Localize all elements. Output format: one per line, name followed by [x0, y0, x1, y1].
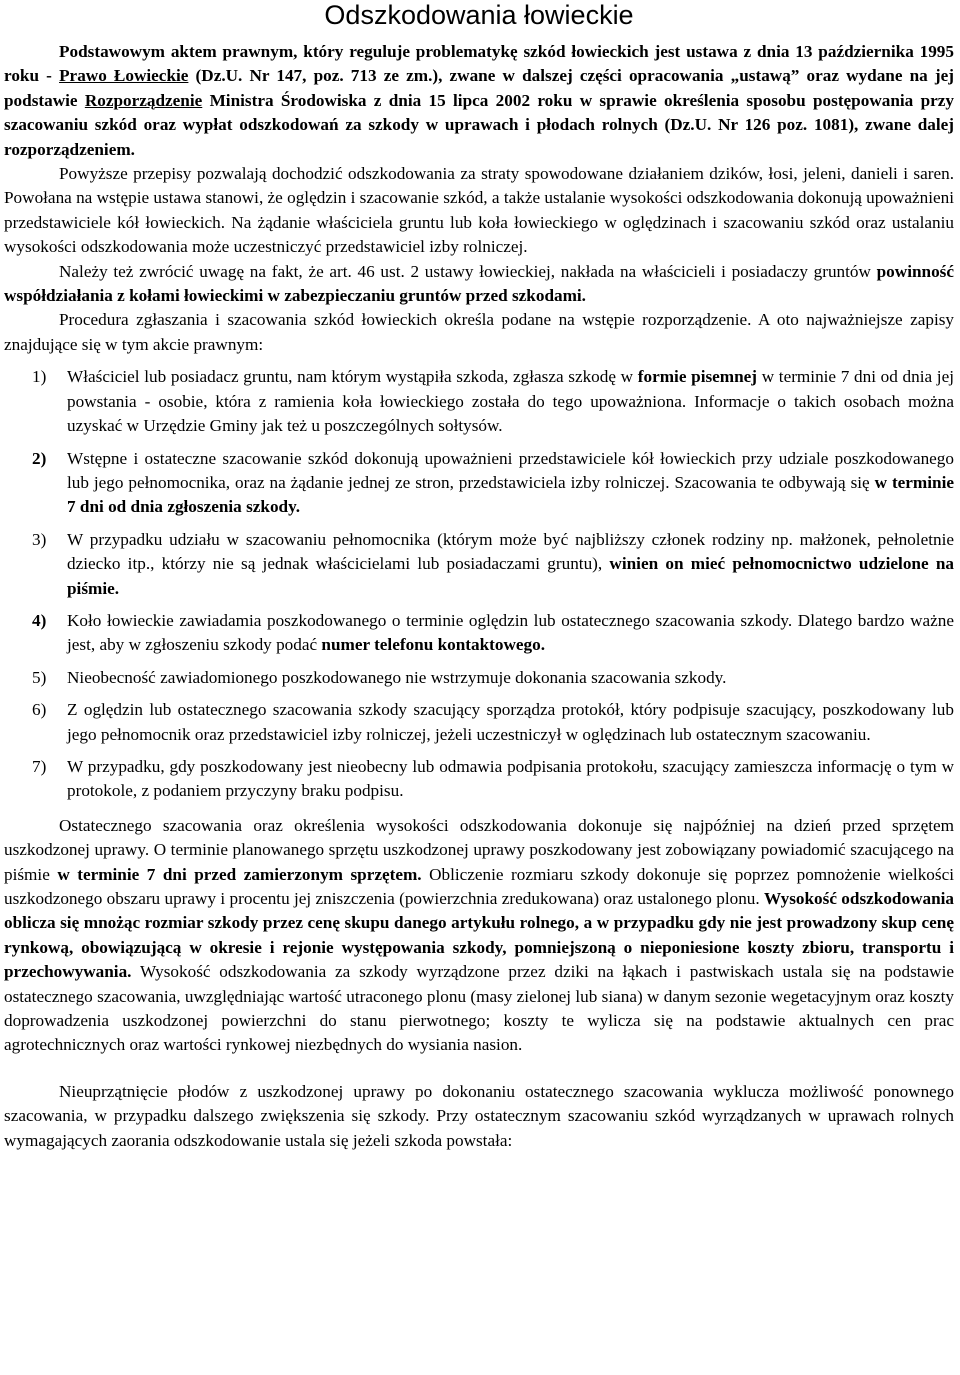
list-number: 6)	[32, 700, 47, 720]
list-number: 5)	[32, 667, 47, 687]
list-bold: w terminie 7 dni od dnia zgłoszenia szkody.	[67, 472, 954, 517]
list-number: 7)	[32, 756, 47, 776]
art46-text: Należy też zwrócić uwagę na fakt, że art. 46 ust. 2 ustawy łowieckiej, nakłada na właścicieli i posiadaczy gruntów	[59, 261, 877, 281]
intro-paragraph	[4, 40, 954, 162]
list-number-bold: 2)	[32, 448, 47, 468]
list-item	[4, 755, 954, 804]
paragraph-nieuprzatniecie: Nieuprzątnięcie płodów z uszkodzonej uprawy po dokonaniu ostatecznego szacowania wyklucza możliwość ponownego szacowania, w przypadku dalszego zwiększenia się szkody. Przy ostatecznym szacowaniu szkód wyrządzanych w uprawach rolnych wymagających zaorania odszkodowanie ustala się jeżeli szkoda powstała:	[4, 1081, 954, 1150]
list-text: W przypadku udziału w szacowaniu pełnomocnika (którym może być najbliższy członek rodziny np. małżonek, pełnoletnie dziecko itp., którzy nie są jednak właścicielami lub posiadaczami gruntu),	[67, 529, 954, 574]
list-number: 3)	[32, 529, 47, 549]
list-text: Z oględzin lub ostatecznego szacowania szkody szacujący sporządza protokół, który podpisuje szacujący, poszkodowany lub jego pełnomocnik oraz przedstawiciel izby rolniczej, jeżeli uczestniczył w oględzinach lub ostatecznym szacowaniu.	[67, 700, 954, 744]
list-text: Wstępne i ostateczne szacowanie szkód dokonują upoważnieni przedstawiciele kół łowieckich przy udziale poszkodowanego lub jego pełnomocnika, oraz na żądanie jednej ze stron, przedstawiciela izby rolniczej. Szacowania te odbywają się	[67, 448, 954, 492]
page-title: Odszkodowania łowieckie	[324, 0, 634, 30]
list-text: Koło łowieckie zawiadamia poszkodowanego o terminie oględzin lub ostatecznego szacowania szkody. Dlatego bardzo ważne jest, aby w zgłoszeniu szkody podać	[67, 610, 954, 655]
list-item	[4, 365, 954, 438]
list-text: w terminie 7 dni od dnia jej powstania - osobie, która z ramienia koła łowieckiego została do tego upoważniona. Informacje o takich osobach można uzyskać w Urzędzie Gminy jak też u poszczególnych sołtysów.	[67, 367, 954, 436]
art46-bold: powinność współdziałania z kołami łowieckimi w zabezpieczaniu gruntów przed szkodami.	[4, 261, 954, 306]
list-bold: winien on mieć pełnomocnictwo udzielone na piśmie.	[67, 554, 954, 598]
list-bold: numer telefonu kontaktowego.	[321, 635, 546, 655]
list-number-bold: 4)	[32, 610, 47, 630]
list-number	[32, 609, 46, 633]
intro-text-b: (Dz.U. Nr 147, poz. 713 ze zm.), zwane w dalszej części opracowania „ustawą” oraz wydane na jej podstawie	[4, 66, 954, 110]
list-number: 1)	[32, 367, 47, 387]
list-item	[4, 666, 954, 690]
intro-text-a: Podstawowym aktem prawnym, który reguluje problematykę szkód łowieckich jest ustawa z dnia 13 października 1995 roku -	[4, 42, 954, 86]
list-item	[4, 609, 954, 658]
szacowanie-text-c: Obliczenie rozmiaru szkody dokonuje się poprzez pomnożenie wielkości uszkodzonego obszaru uprawy i procentu jej zniszczenia (powierzchnia zredukowana) oraz ustalonego plonu.	[4, 864, 954, 908]
szacowanie-text-a: Ostatecznego szacowania oraz określenia wysokości odszkodowania dokonuje się najpóźniej na dzień przed sprzętem uszkodzonej uprawy. O terminie planowanego sprzętu uszkodzonej uprawy poszkodowany jest zobowiązany powiadomić szacującego na piśmie	[4, 815, 954, 884]
list-item	[4, 447, 954, 520]
rozporzadzenie-link[interactable]: Rozporządzenie	[84, 90, 203, 110]
paragraph-art46	[4, 260, 954, 309]
list-text: Właściciel lub posiadacz gruntu, nam którym wystąpiła szkoda, zgłasza szkodę w	[67, 367, 638, 387]
paragraph-szacowanie	[4, 814, 954, 1058]
list-item	[4, 698, 954, 747]
szacowanie-bold-b: w terminie 7 dni przed zamierzonym sprzętem.	[57, 864, 422, 884]
prawo-lowieckie-link[interactable]: Prawo Łowieckie	[59, 66, 189, 86]
intro-text-c: Ministra Środowiska z dnia 15 lipca 2002 roku w sprawie określenia sposobu postępowania przy szacowaniu szkód oraz wypłat odszkodowań za szkody w uprawach i płodach rolnych (Dz.U. Nr 126 poz. 1081), zwane dalej rozporządzeniem.	[4, 90, 954, 159]
list-text: Nieobecność zawiadomionego poszkodowanego nie wstrzymuje dokonania szacowania szkody.	[67, 667, 727, 687]
szacowanie-bold-d: Wysokość odszkodowania oblicza się mnożąc rozmiar szkody przez cenę skupu danego artykułu rolnego, a w przypadku gdy nie jest prowadzony skup cenę rynkową, obowiązującą w okresie i rejonie występowania szkody, pomniejszoną o nieponiesione koszty zbioru, transportu i przechowywania.	[4, 889, 955, 982]
szacowanie-text-e: Wysokość odszkodowania za szkody wyrządzone przez dziki na łąkach i pastwiskach ustala się na podstawie ostatecznego szacowania, uwzględniając wartość utraconego plonu (masy zielonej lub siana) w danym sezonie wegetacyjnym oraz koszty doprowadzenia uszkodzonej powierzchni do stanu pierwotnego; koszty te wylicza się na podstawie aktualnych cen prac agrotechnicznych oraz wartości rynkowej niezbędnych do wysiania nasion.	[4, 962, 954, 1055]
list-bold: formie pisemnej	[637, 367, 758, 387]
procedure-list	[4, 365, 954, 804]
list-item	[4, 528, 954, 601]
list-text: W przypadku, gdy poszkodowany jest nieobecny lub odmawia podpisania protokołu, szacujący zamieszcza informację o tym w protokole, z podaniem przyczyny braku podpisu.	[67, 756, 954, 801]
paragraph-procedura: Procedura zgłaszania i szacowania szkód łowieckich określa podane na wstępie rozporządzenie. A oto najważniejsze zapisy znajdujące się w tym akcie prawnym:	[4, 310, 954, 354]
paragraph-przepisy: Powyższe przepisy pozwalają dochodzić odszkodowania za straty spowodowane działaniem dzików, łosi, jeleni, danieli i saren. Powołana na wstępie ustawa stanowi, że oględzin i szacowanie szkód, a także ustalanie wysokości odszkodowania dokonują upoważnieni przedstawiciele kół łowieckich. Na żądanie właściciela gruntu lub koła łowieckiego w oględzinach i szacowaniu szkód oraz ustalaniu wysokości odszkodowania może uczestniczyć przedstawiciel izby rolniczej.	[4, 164, 954, 257]
list-number	[32, 447, 46, 471]
